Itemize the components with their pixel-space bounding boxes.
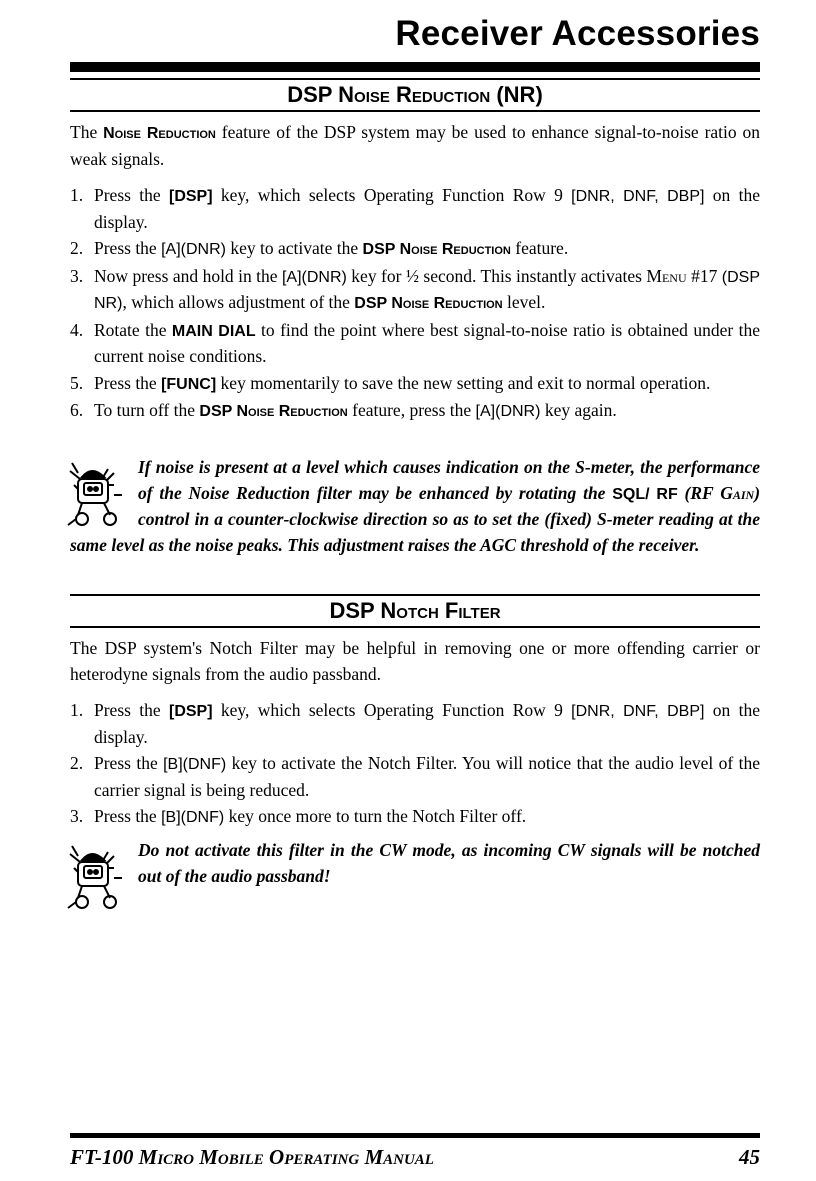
section-heading-notch bbox=[70, 594, 760, 628]
page-footer bbox=[70, 1133, 760, 1170]
page-number: 45 bbox=[739, 1145, 760, 1169]
notch-note: Do not activate this filter in the CW mode, as incoming CW signals will be notched out of the audio passband! bbox=[70, 838, 760, 914]
page-title: Receiver Accessories bbox=[395, 14, 760, 53]
nr-note: If noise is present at a level which causes indication on the S-meter, the performance of the Noise Reduction filter may be enhanced by rotating the SQL/ RF (RF Gain) control in a counter-clockwise direction so as to set the (fixed) S-meter reading at the same level as the noise peaks. This adjustment raises the AGC threshold of the receiver. bbox=[70, 455, 760, 558]
list-item: 2. Press the [A](DNR) key to activate the DSP Noise Reduction feature. bbox=[70, 238, 569, 258]
list-item: 4. Rotate the MAIN DIAL to find the point where best signal-to-noise ratio is obtained under the current noise conditions. bbox=[70, 319, 760, 366]
list-item: 2. Press the [B](DNF) key to activate the Notch Filter. You will notice that the audio level of the carrier signal is being reduced. bbox=[70, 753, 760, 800]
manual-title: FT-100 Micro Mobile Operating Manual bbox=[70, 1145, 434, 1169]
list-item: 5. Press the [FUNC] key momentarily to save the new setting and exit to normal operation. bbox=[70, 372, 711, 393]
header-rule bbox=[70, 62, 760, 72]
nr-intro: The Noise Reduction feature of the DSP system may be used to enhance signal-to-noise ratio on weak signals. bbox=[70, 122, 761, 169]
heading-rule-bottom bbox=[70, 626, 760, 628]
list-item: 6. To turn off the DSP Noise Reduction feature, press the [A](DNR) key again. bbox=[70, 400, 617, 420]
hint-mascot-icon bbox=[64, 838, 134, 914]
notch-steps bbox=[70, 698, 760, 832]
page-header bbox=[70, 12, 760, 72]
list-item: 3. Now press and hold in the [A](DNR) key for ½ second. This instantly activates Menu #17 (DSP NR), which allows adjustment of the DSP Noise Reduction level. bbox=[70, 265, 761, 312]
notch-heading: DSP Notch Filter bbox=[329, 598, 501, 623]
list-item: 1. Press the [DSP] key, which selects Operating Function Row 9 [DNR, DNF, DBP] on the display. bbox=[70, 185, 760, 232]
hint-mascot-icon bbox=[64, 455, 134, 531]
nr-steps bbox=[70, 183, 760, 426]
footer-rule bbox=[70, 1133, 760, 1138]
nr-heading: DSP Noise Reduction (NR) bbox=[287, 82, 543, 107]
list-item: 1. Press the [DSP] key, which selects Operating Function Row 9 [DNR, DNF, DBP] on the display. bbox=[70, 700, 760, 747]
list-item: 3. Press the [B](DNF) key once more to turn the Notch Filter off. bbox=[70, 806, 527, 826]
notch-intro: The DSP system's Notch Filter may be helpful in removing one or more offending carrier or heterodyne signals from the audio passband. bbox=[70, 638, 760, 684]
heading-rule-bottom bbox=[70, 110, 760, 112]
section-heading-nr bbox=[70, 78, 760, 112]
